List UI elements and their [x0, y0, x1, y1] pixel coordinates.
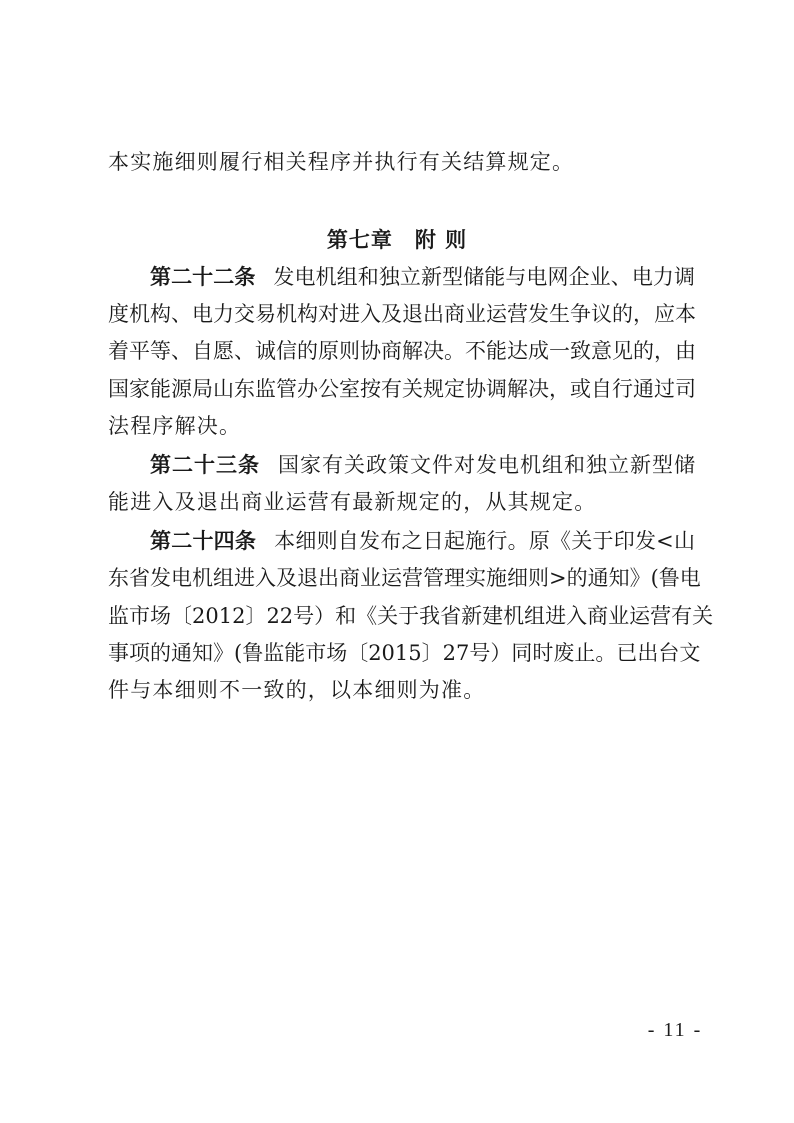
- continuation-line: 本实施细则履行相关程序并执行有关结算规定。: [108, 150, 575, 174]
- article-23-line-2: 能进入及退出商业运营有最新规定的，从其规定。: [108, 490, 597, 514]
- article-24-line-1: 本细则自发布之日起施行。原《关于印发<山: [274, 529, 695, 553]
- article-22-line-3: 着平等、自愿、诚信的原则协商解决。不能达成一致意见的，由: [108, 339, 696, 363]
- article-22-line-2: 度机构、电力交易机构对进入及退出商业运营发生争议的，应本: [108, 302, 696, 326]
- article-22-first-line: [150, 262, 695, 292]
- chapter-title: 附 则: [414, 227, 468, 252]
- article-22-label: 第二十二条: [150, 264, 256, 289]
- article-24-label: 第二十四条: [150, 528, 257, 553]
- article-24-line-2: 东省发电机组进入及退出商业运营管理实施细则>的通知》(鲁电: [108, 566, 701, 590]
- chapter-heading: [0, 225, 794, 255]
- chapter-number: 第七章: [326, 227, 393, 252]
- article-24-line-5: 件与本细则不一致的，以本细则为准。: [108, 678, 486, 702]
- article-23-line-1: 国家有关政策文件对发电机组和独立新型储: [278, 453, 695, 477]
- article-23-label: 第二十三条: [150, 452, 260, 477]
- article-24-line-3: 监市场〔2012〕22号）和《关于我省新建机组进入商业运营有关: [108, 604, 714, 628]
- article-22-line-1: 发电机组和独立新型储能与电网企业、电力调: [273, 265, 696, 289]
- page-number: - 11 -: [647, 1019, 703, 1041]
- article-22-line-4: 国家能源局山东监管办公室按有关规定协调解决，或自行通过司: [108, 377, 696, 401]
- article-22-line-5: 法程序解决。: [108, 414, 242, 438]
- article-23-first-line: [150, 450, 695, 480]
- article-24-line-4: 事项的通知》(鲁监能市场〔2015〕27号）同时废止。已出台文: [108, 641, 701, 665]
- article-24-first-line: [150, 526, 695, 556]
